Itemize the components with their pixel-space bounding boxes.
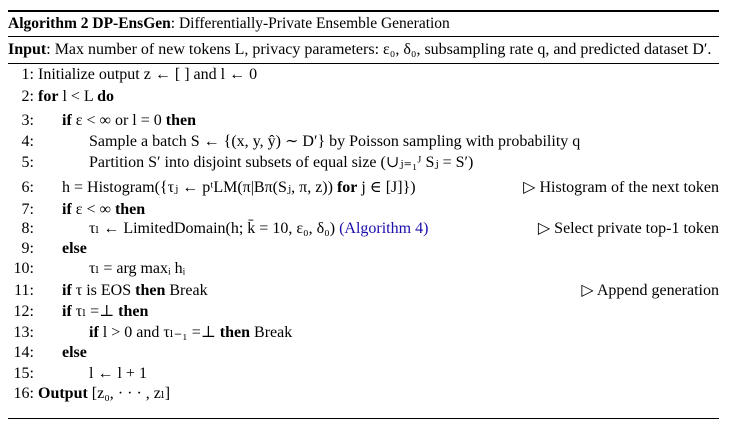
algorithm-line <box>8 152 719 174</box>
algorithm-line <box>8 280 719 302</box>
line-comment: ▷ Append generation <box>581 282 719 299</box>
line-number: 10: <box>13 260 34 277</box>
line-number: 14: <box>13 344 34 361</box>
line-number: 6: <box>21 179 34 196</box>
input-description <box>8 37 719 63</box>
algorithm-lines <box>8 64 719 402</box>
algorithm-line <box>8 218 719 240</box>
line-number: 16: <box>13 385 34 402</box>
line-code: if τₗ =⊥ then <box>62 303 149 320</box>
algorithm-line <box>8 383 719 405</box>
line-code: τₗ = arg maxᵢ hᵢ <box>89 260 186 277</box>
input-label: Input <box>8 41 47 58</box>
input-text: : Max number of new tokens L, privacy parameters: ε₀, δ₀, subsampling rate q, and predicted dataset D′. <box>46 41 712 58</box>
algorithm-subtitle: : Differentially-Private Ensemble Generation <box>170 15 450 32</box>
bottom-rule <box>8 418 719 419</box>
line-number: 11: <box>14 282 34 299</box>
line-number: 7: <box>21 201 34 218</box>
line-code: else <box>62 240 87 257</box>
line-number: 9: <box>21 240 34 257</box>
algorithm-label: Algorithm 2 <box>8 15 89 32</box>
line-number: 1: <box>21 66 34 83</box>
line-code: else <box>62 344 87 361</box>
line-code: τₗ ← LimitedDomain(h; k̄ = 10, ε₀, δ₀) (Algorithm 4) <box>89 220 429 237</box>
line-code: h = Histogram({τⱼ ← pᵗLM(π|Bπ(Sⱼ, π, z)) for j ∈ [J]}) <box>62 179 416 196</box>
line-number: 2: <box>21 88 34 105</box>
line-number: 3: <box>21 112 34 129</box>
line-code: l ← l + 1 <box>89 365 147 382</box>
line-code: Partition S′ into disjoint subsets of equal size (∪ⱼ₌₁ᴶ Sⱼ = S′) <box>89 154 474 171</box>
algorithm-line <box>8 86 719 108</box>
line-number: 8: <box>21 220 34 237</box>
line-code: for l < L do <box>38 88 115 105</box>
algorithm-line <box>8 110 719 132</box>
algorithm-line <box>8 238 719 260</box>
line-comment: ▷ Histogram of the next token <box>523 179 719 196</box>
algorithm-box <box>8 10 719 402</box>
algorithm-line <box>8 131 719 153</box>
algorithm-line <box>8 64 719 86</box>
algorithm-line <box>8 322 719 344</box>
line-number: 13: <box>13 324 34 341</box>
algorithm-line <box>8 177 719 199</box>
line-code: if l > 0 and τₗ₋₁ =⊥ then Break <box>89 324 293 341</box>
algorithm-line <box>8 301 719 323</box>
line-number: 15: <box>13 365 34 382</box>
line-code: if ε < ∞ or l = 0 then <box>62 112 196 129</box>
line-code: if ε < ∞ then <box>62 201 146 218</box>
algorithm-line <box>8 363 719 385</box>
algorithm-line <box>8 342 719 364</box>
line-code: if τ is EOS then Break <box>62 282 208 299</box>
algorithm-title <box>8 12 719 36</box>
line-number: 12: <box>13 303 34 320</box>
algorithm-4-link[interactable]: (Algorithm 4) <box>335 220 429 237</box>
algorithm-line <box>8 258 719 280</box>
line-number: 4: <box>21 133 34 150</box>
line-comment: ▷ Select private top-1 token <box>537 220 719 237</box>
line-number: 5: <box>21 154 34 171</box>
line-code: Output [z₀, · · · , zₗ] <box>38 385 171 402</box>
line-code: Sample a batch S ← {(x, y, ŷ) ∼ D′} by Poisson sampling with probability q <box>89 133 581 150</box>
algorithm-name: DP-EnsGen <box>92 15 171 32</box>
line-code: Initialize output z ← [ ] and l ← 0 <box>38 66 258 83</box>
